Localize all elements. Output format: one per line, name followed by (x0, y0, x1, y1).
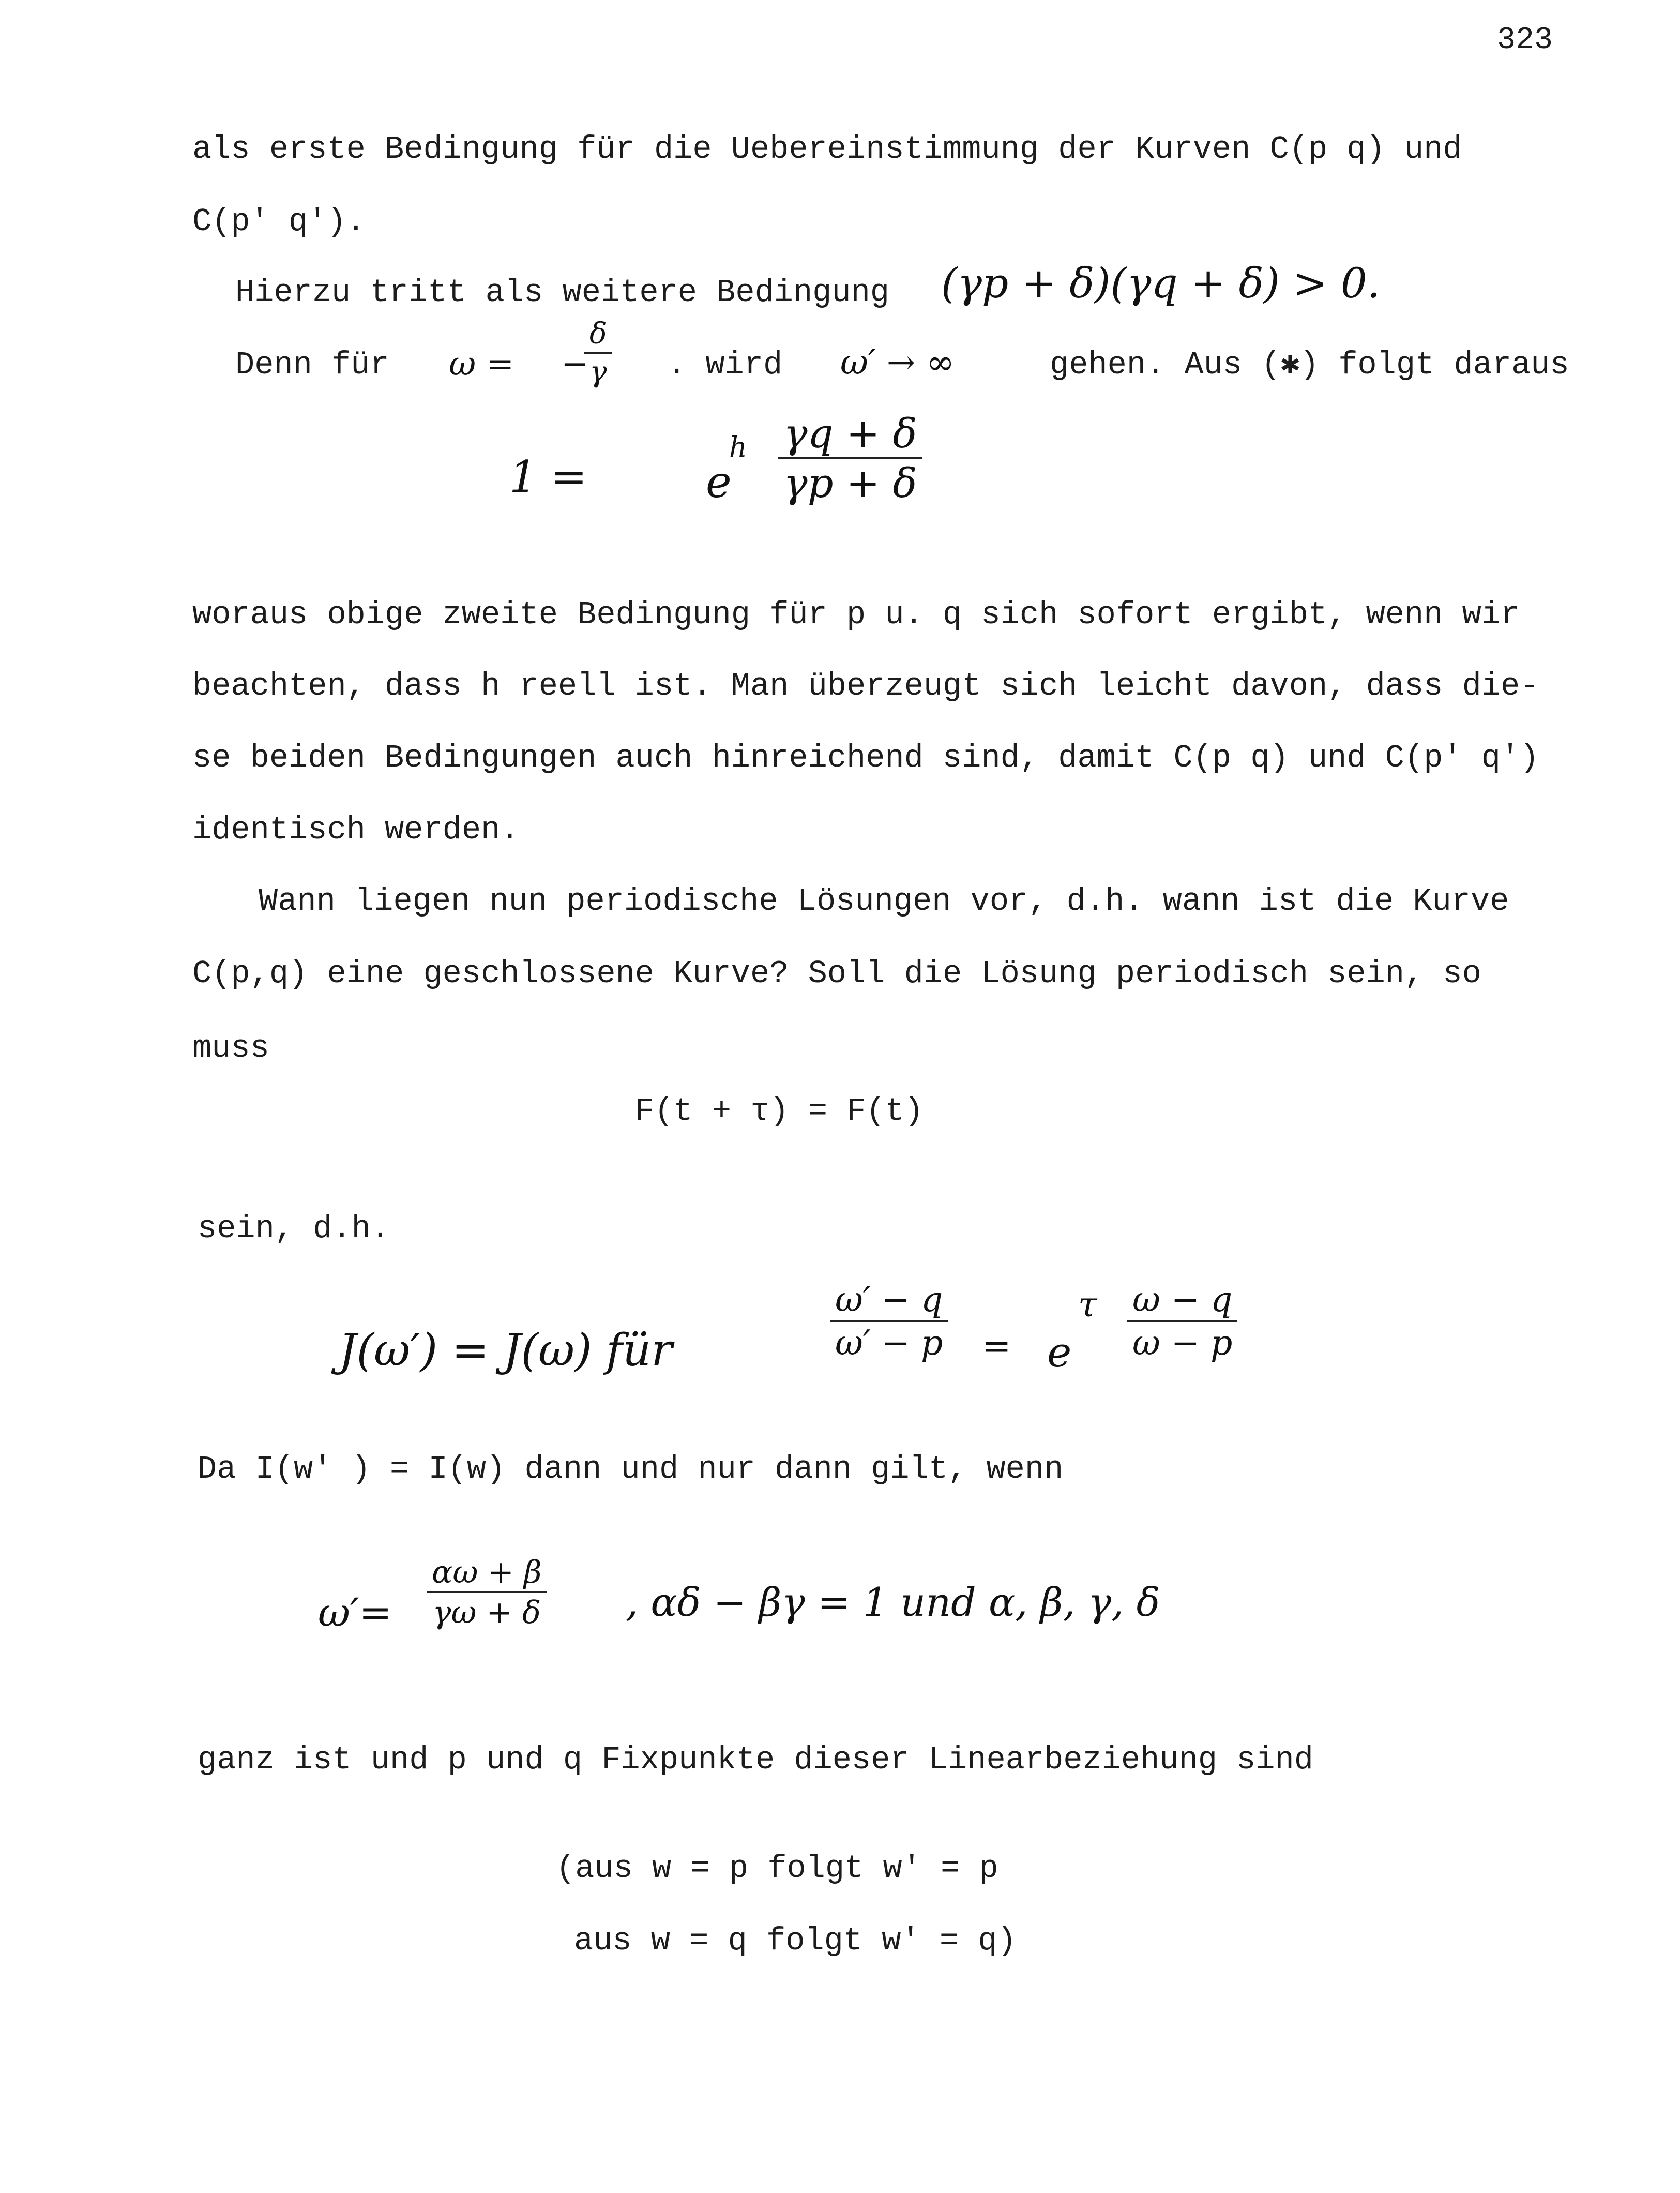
equation-3-exponent: τ (1078, 1285, 1097, 1325)
text-line-5: woraus obige zweite Bedingung für p u. q sich sofort ergibt, wenn wir (192, 596, 1520, 633)
equation-2: F(t + τ) = F(t) (635, 1093, 924, 1130)
equation-1-fraction (778, 411, 922, 507)
equation-3-equals: = (982, 1326, 1011, 1366)
equation-4-fraction (427, 1554, 547, 1631)
equation-4-numerator: αω + β (427, 1557, 547, 1593)
equation-3-numerator-1: ω′ − q (830, 1283, 948, 1322)
handwritten-omega-infinity: ω′ → ∞ (840, 342, 955, 382)
equation-3-fraction-1 (830, 1280, 948, 1363)
text-line-4-denn: Denn für (235, 347, 389, 383)
equation-3-lhs: J(ω′) = J(ω) für (339, 1325, 673, 1376)
equation-1-denominator: γp + δ (783, 460, 917, 507)
equation-3-e: e (1047, 1328, 1072, 1376)
equation-1-numerator: γq + δ (778, 414, 922, 459)
equation-4-lhs: ω′= (318, 1589, 392, 1635)
handwritten-condition: (γp + δ)(γq + δ) > 0. (941, 259, 1381, 307)
text-line-16: aus w = q folgt w′ = q) (574, 1922, 1017, 1959)
text-line-8: identisch werden. (192, 812, 520, 848)
text-line-13: Da I(w′ ) = I(w) dann und nur dann gilt, wenn (198, 1451, 1064, 1488)
handwritten-fraction-delta-gamma (584, 317, 612, 389)
equation-3-fraction-2 (1127, 1280, 1237, 1363)
fraction-denominator: γ (589, 355, 607, 389)
equation-1-lhs: 1 = (509, 452, 587, 502)
text-line-7: se beiden Bedingungen auch hinreichend sind, damit C(p q) und C(p′ q′) (192, 740, 1539, 776)
text-line-6: beachten, dass h reell ist. Man überzeugt sich leicht davon, dass die- (192, 668, 1539, 704)
text-line-15: (aus w = p folgt w′ = p (556, 1850, 998, 1887)
text-line-12: sein, d.h. (198, 1210, 390, 1247)
text-line-11: muss (192, 1030, 269, 1067)
text-line-9: Wann liegen nun periodische Lösungen vor, d.h. wann ist die Kurve (259, 883, 1509, 920)
equation-1-e: e (706, 457, 732, 507)
text-line-2: C(p′ q′). (192, 203, 366, 240)
text-line-4-rest: gehen. Aus (✱) folgt daraus (1050, 347, 1569, 383)
handwritten-omega: ω = (449, 345, 514, 383)
text-line-4-wird: . wird (667, 347, 783, 383)
equation-3-denominator-1: ω′ − p (835, 1323, 943, 1363)
page-number: 323 (1497, 23, 1553, 58)
text-line-1: als erste Bedingung für die Uebereinstimmung der Kurven C(p q) und (192, 131, 1462, 168)
text-line-10: C(p,q) eine geschlossene Kurve? Soll die Lösung periodisch sein, so (192, 955, 1481, 992)
text-line-14: ganz ist und p und q Fixpunkte dieser Linearbeziehung sind (198, 1741, 1313, 1778)
equation-1-exponent: h (729, 431, 747, 463)
equation-4-rest: , αδ − βγ = 1 und α, β, γ, δ (626, 1579, 1160, 1625)
equation-4-denominator: γω + δ (432, 1595, 541, 1631)
text-line-3: Hierzu tritt als weitere Bedingung (235, 274, 890, 311)
fraction-numerator: δ (584, 320, 612, 354)
handwritten-minus: − (561, 345, 589, 383)
equation-3-numerator-2: ω − q (1127, 1283, 1237, 1322)
equation-3-denominator-2: ω − p (1132, 1323, 1233, 1363)
